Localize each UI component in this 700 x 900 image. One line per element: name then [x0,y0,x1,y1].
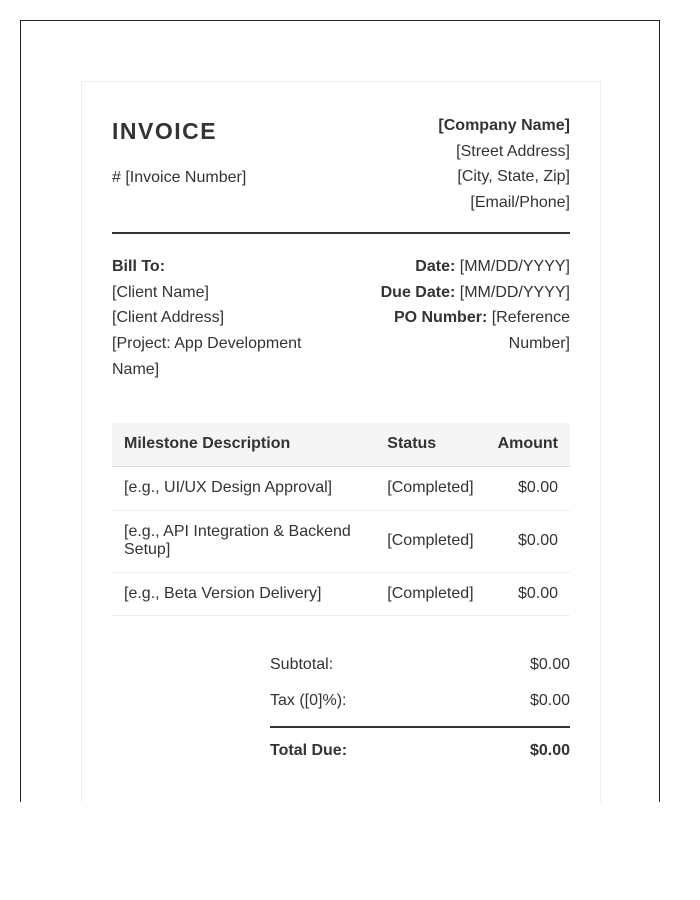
po-number-row [370,305,570,356]
company-name: [Company Name] [438,117,570,134]
invoice-header [112,100,570,234]
date-row [370,254,570,280]
header-status: Status [375,423,485,467]
row-description: [e.g., UI/UX Design Approval] [112,466,375,510]
subtotal-label: Subtotal: [270,655,334,673]
due-date-value: [MM/DD/YYYY] [459,283,570,301]
bill-to-label: Bill To: [112,258,166,275]
company-info [438,113,570,215]
tax-value: $0.00 [529,691,570,709]
table-row [112,466,570,510]
po-number-value: [Reference Number] [491,309,570,353]
total-due-row [270,726,570,776]
client-address: [Client Address] [112,309,225,327]
invoice-number: # [Invoice Number] [112,169,247,186]
table-row [112,510,570,572]
due-date-row [370,280,570,306]
company-contact: [Email/Phone] [470,193,570,211]
company-street: [Street Address] [456,142,570,160]
table-row [112,572,570,615]
subtotal-row [270,654,570,690]
row-status: [Completed] [375,466,485,510]
project-name: [Project: App Development Name] [112,335,302,378]
row-description: [e.g., API Integration & Backend Setup] [112,510,375,572]
tax-label: Tax ([0]%): [270,691,347,709]
total-due-label: Total Due: [270,741,348,759]
due-date-label: Due Date: [380,283,456,301]
client-name: [Client Name] [112,283,209,301]
po-number-label: PO Number: [393,309,488,327]
bill-to [112,254,332,383]
table-header-row [112,423,570,467]
bill-section [112,254,570,383]
date-label: Date: [415,258,456,275]
row-status: [Completed] [375,572,485,615]
totals-block [270,654,570,776]
row-amount: $0.00 [486,466,570,510]
subtotal-value: $0.00 [529,655,570,673]
invoice-title-block [112,100,246,187]
header-amount: Amount [486,423,570,467]
company-city: [City, State, Zip] [457,168,570,185]
milestone-table [112,423,570,616]
header-description: Milestone Description [112,423,375,467]
row-status: [Completed] [375,510,485,572]
date-value: [MM/DD/YYYY] [459,258,570,275]
invoice-content [112,100,570,776]
tax-row [270,690,570,726]
total-due-value: $0.00 [529,741,570,759]
invoice-title: INVOICE [112,118,218,144]
row-amount: $0.00 [486,510,570,572]
row-amount: $0.00 [486,572,570,615]
row-description: [e.g., Beta Version Delivery] [112,572,375,615]
invoice-dates [370,254,570,383]
